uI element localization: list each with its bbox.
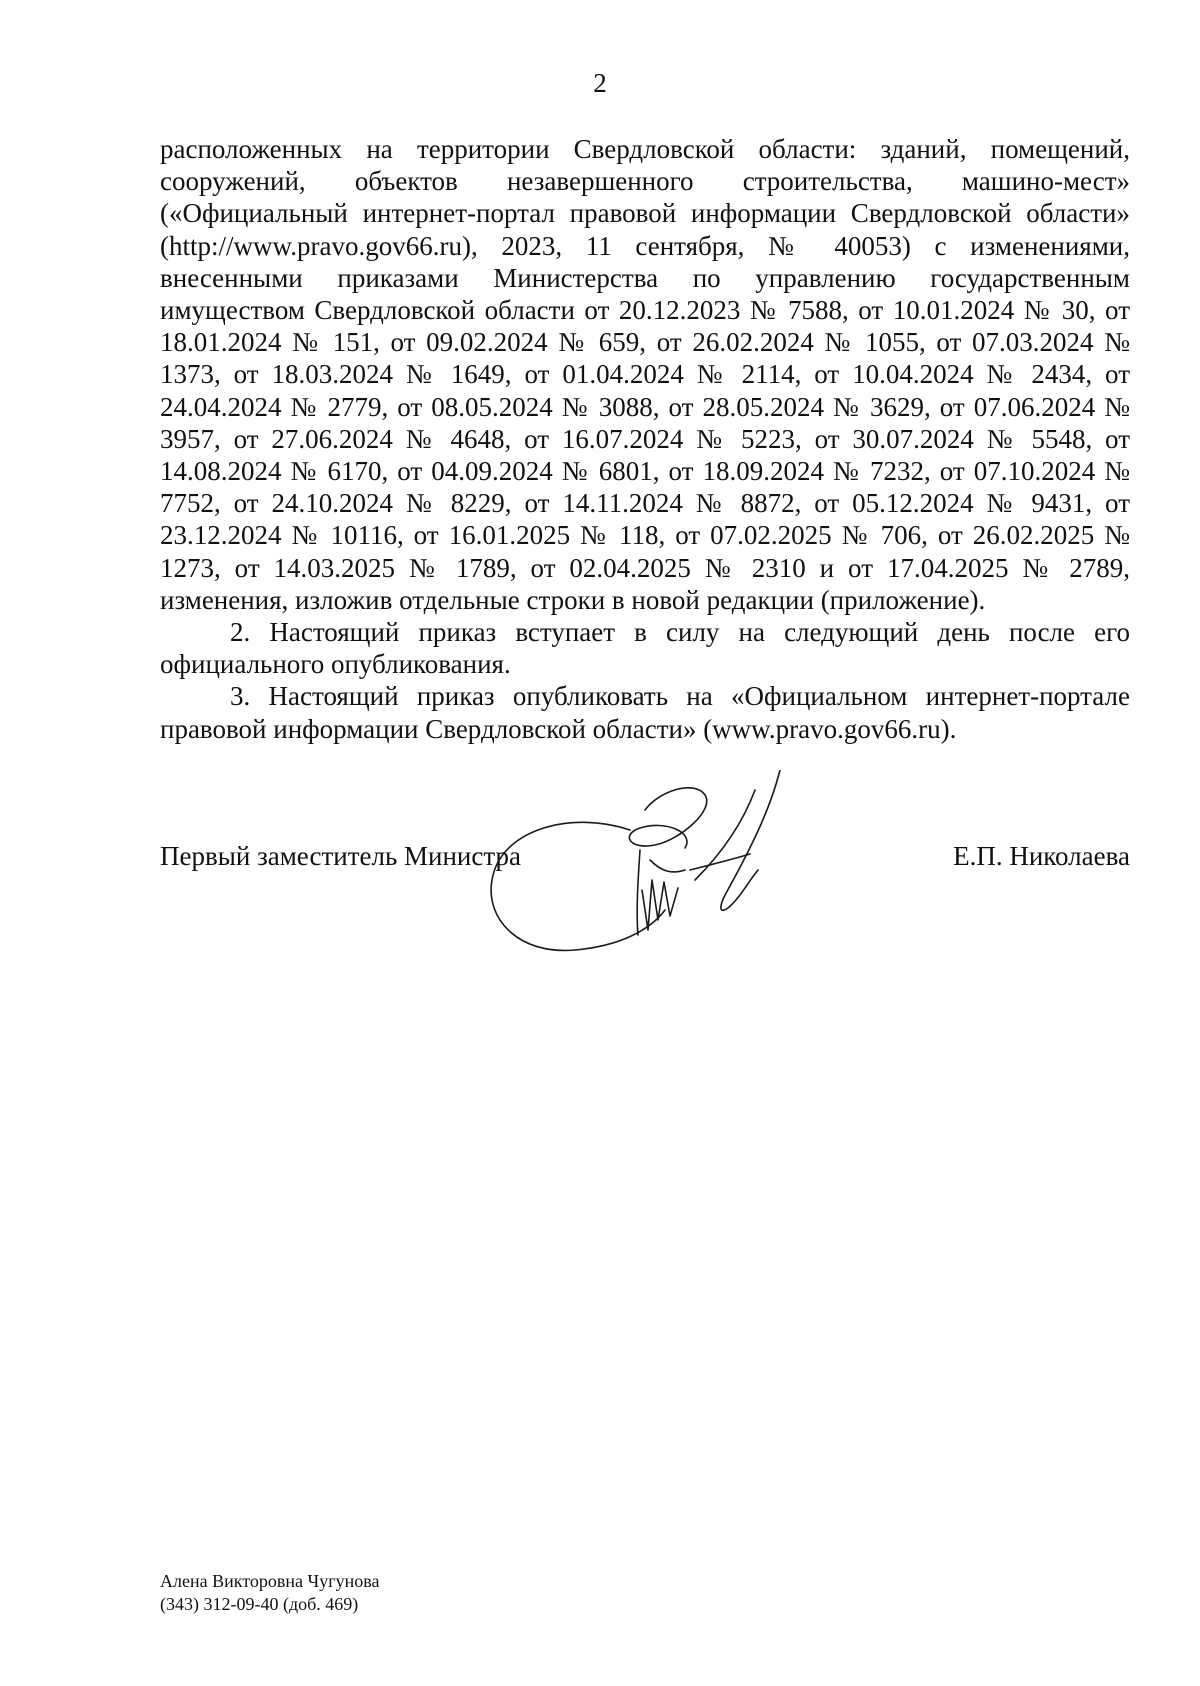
executor-info	[160, 1570, 379, 1616]
paragraph-3: 3. Настоящий приказ опубликовать на «Официальном интернет-портале правовой информации Свердловской области» (www.pravo.gov66.ru).	[160, 681, 1130, 744]
page-number: 2	[593, 68, 607, 98]
paragraph-2: 2. Настоящий приказ вступает в силу на следующий день после его официального опубликования.	[160, 617, 1130, 680]
document-body	[160, 133, 1130, 745]
executor-phone: (343) 312-09-40 (доб. 469)	[160, 1594, 359, 1614]
handwritten-signature-icon	[480, 770, 840, 980]
paragraph-continuation: расположенных на территории Свердловской области: зданий, помещений, сооружений, объектов незавершенного строительства, машино-мест» («Официальный интернет-портал правовой информации Свердловской области» (http://www.pravo.gov66.ru), 2023, 11 сентября, № 40053) с изменениями, внесенными приказами Министерства по управлению государственным имуществом Свердловской области от 20.12.2023 № 7588, от 10.01.2024 № 30, от 18.01.2024 № 151, от 09.02.2024 № 659, от 26.02.2024 № 1055, от 07.03.2024 № 1373, от 18.03.2024 № 1649, от 01.04.2024 № 2114, от 10.04.2024 № 2434, от 24.04.2024 № 2779, от 08.05.2024 № 3088, от 28.05.2024 № 3629, от 07.06.2024 № 3957, от 27.06.2024 № 4648, от 16.07.2024 № 5223, от 30.07.2024 № 5548, от 14.08.2024 № 6170, от 04.09.2024 № 6801, от 18.09.2024 № 7232, от 07.10.2024 № 7752, от 24.10.2024 № 8229, от 14.11.2024 № 8872, от 05.12.2024 № 9431, от 23.12.2024 № 10116, от 16.01.2025 № 118, от 07.02.2025 № 706, от 26.02.2025 № 1273, от 14.03.2025 № 1789, от 02.04.2025 № 2310 и от 17.04.2025 № 2789, изменения, изложив отдельные строки в новой редакции (приложение).	[160, 134, 1130, 615]
executor-name: Алена Викторовна Чугунова	[160, 1571, 380, 1591]
signer-position: Первый заместитель Министра	[160, 841, 521, 871]
signer-name: Е.П. Николаева	[953, 841, 1130, 871]
